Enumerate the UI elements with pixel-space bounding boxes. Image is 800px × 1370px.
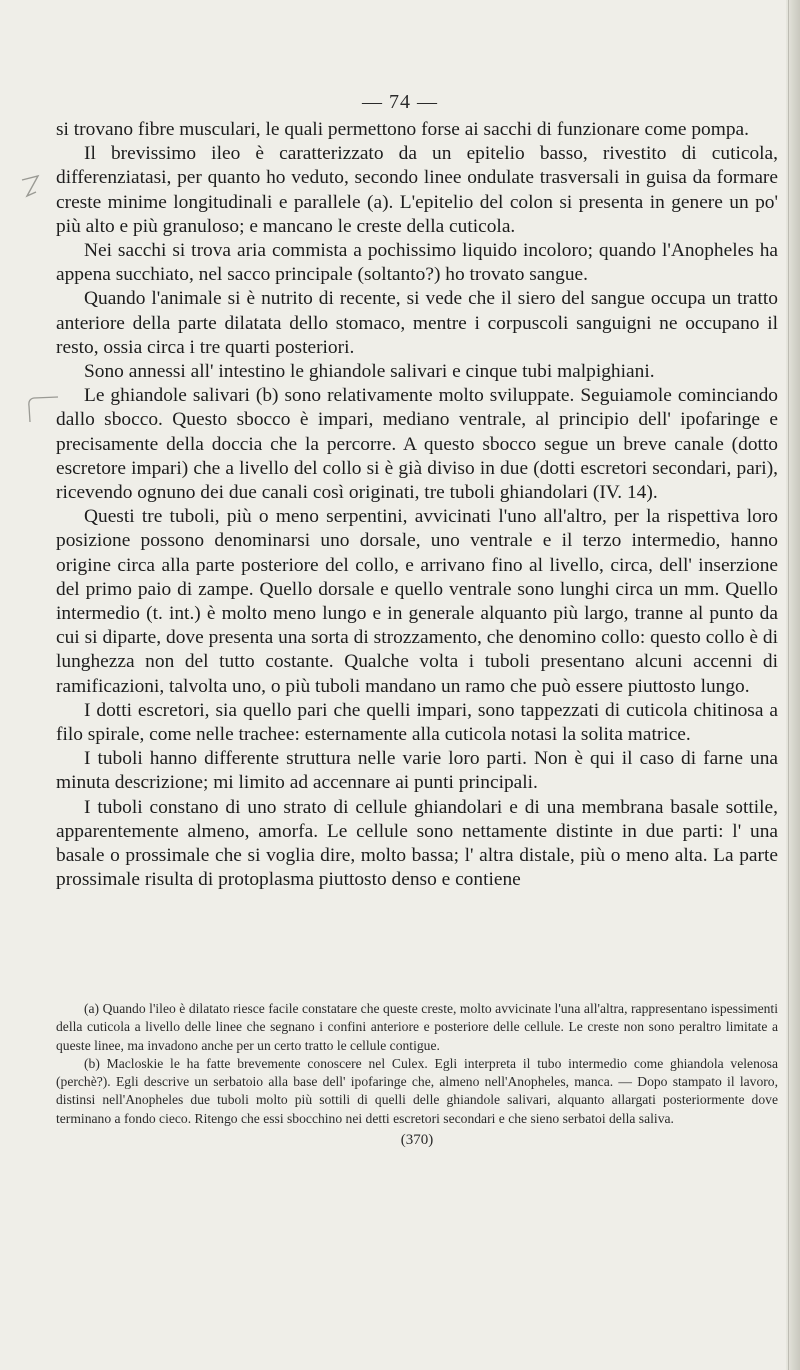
pencil-mark-icon <box>18 172 44 200</box>
page-edge <box>786 0 800 1370</box>
paragraph: I tuboli hanno differente struttura nelle varie loro parti. Non è qui il caso di farne una minuta descrizione; mi limito ad accennare ai punti principali. <box>56 748 778 794</box>
bottom-page-number: (370) <box>400 1132 434 1149</box>
footnote: (a) Quando l'ileo è dilatato riesce facile constatare che queste creste, molto avvicinate l'una all'altra, rappresentano ispessimenti della cuticola a livello delle linee che segnano i confini anteriore e posteriore delle cellule. Le creste non sono peraltro limitate a queste linee, ma invadono anche per un certo tratto le cellule contigue. <box>56 1001 778 1053</box>
paragraph: I tuboli constano di uno strato di cellule ghiandolari e di una membrana basale sottile, apparentemente almeno, amorfa. Le cellule sono nettamente distinte in due parti: l' una basale o prossimale che si voglia dire, molto bassa; l' altra distale, più o meno alta. La parte prossimale risulta di protoplasma piuttosto denso e contiene <box>56 796 778 891</box>
pencil-bracket-icon <box>14 392 60 426</box>
paragraph: Questi tre tuboli, più o meno serpentini, avvicinati l'uno all'altro, per la rispettiva loro posizione possono denominarsi uno dorsale, uno ventrale e il terzo intermedio, hanno origine circa alla parte posteriore del collo, e arrivano fino al livello, circa, dell' inserzione del primo paio di zampe. Quello dorsale e quello ventrale sono lunghi circa un mm. Quello intermedio (t. int.) è molto meno lungo e in generale alquanto più largo, tranne al punto da cui si diparte, dove presenta una sorta di strozzamento, che denomino collo: questo collo è di lunghezza non del tutto costante. Qualche volta i tuboli presentano alcuni accenni di ramificazioni, talvolta uno, o più tuboli mandano un ramo che può essere piuttosto lungo. <box>56 506 778 697</box>
paragraph: Le ghiandole salivari (b) sono relativamente molto sviluppate. Seguiamole cominciando dallo sbocco. Questo sbocco è impari, mediano ventrale, al principio dell' ipofaringe e precisamente della doccia che la percorre. A questo sbocco segue un breve canale (dotto escretore impari) che a livello del collo si è già diviso in due (dotti escretori secondari, pari), ricevendo ognuno dei due canali così originati, tre tuboli ghiandolari (IV. 14). <box>56 385 778 504</box>
paragraph: si trovano fibre musculari, le quali permettono forse ai sacchi di funzionare come pompa. <box>56 119 749 140</box>
paragraph: Sono annessi all' intestino le ghiandole salivari e cinque tubi malpighiani. <box>84 361 655 383</box>
paragraph: I dotti escretori, sia quello pari che quelli impari, sono tappezzati di cuticola chitinosa a filo spirale, come nelle trachee: esternamente alla cuticola notasi la solita matrice. <box>56 699 778 746</box>
paragraph: Nei sacchi si trova aria commista a pochissimo liquido incoloro; quando l'Anopheles ha appena succhiato, nel sacco principale (soltanto?) ho trovato sangue. <box>56 240 778 286</box>
paragraph: Quando l'animale si è nutrito di recente, si vede che il siero del sangue occupa un tratto anteriore della parte dilatata dello stomaco, mentre i corpuscoli sanguigni ne occupano il resto, ossia circa i tre quarti posteriori. <box>56 288 778 358</box>
paragraph: Il brevissimo ileo è caratterizzato da un epitelio basso, rivestito di cuticola, differenziatasi, per quanto ho veduto, secondo linee ondulate trasversali in guisa da formare creste minime longitudinali e parallele (a). L'epitelio del colon si presenta in genere un po' più alto e più granuloso; e mancano le creste della cuticola. <box>56 143 778 237</box>
footnote: (b) Macloskie le ha fatte brevemente conoscere nel Culex. Egli interpreta il tubo intermedio come ghiandola velenosa (perchè?). Egli descrive un serbatoio alla base dell' ipofaringe che, almeno nell'Anopheles, manca. — Dopo stampato il lavoro, distinsi nell'Anopheles due tuboli molto più sottili di quelli delle ghiandole salivari, alquanto allargati posteriormente dove terminano a fondo cieco. Ritengo che essi sbocchino nei detti escretori secondari e che sieno serbatoi della saliva. <box>56 1055 778 1126</box>
page-number: — 74 — <box>362 91 438 113</box>
footnotes <box>56 1000 778 1149</box>
body-text <box>56 118 778 893</box>
